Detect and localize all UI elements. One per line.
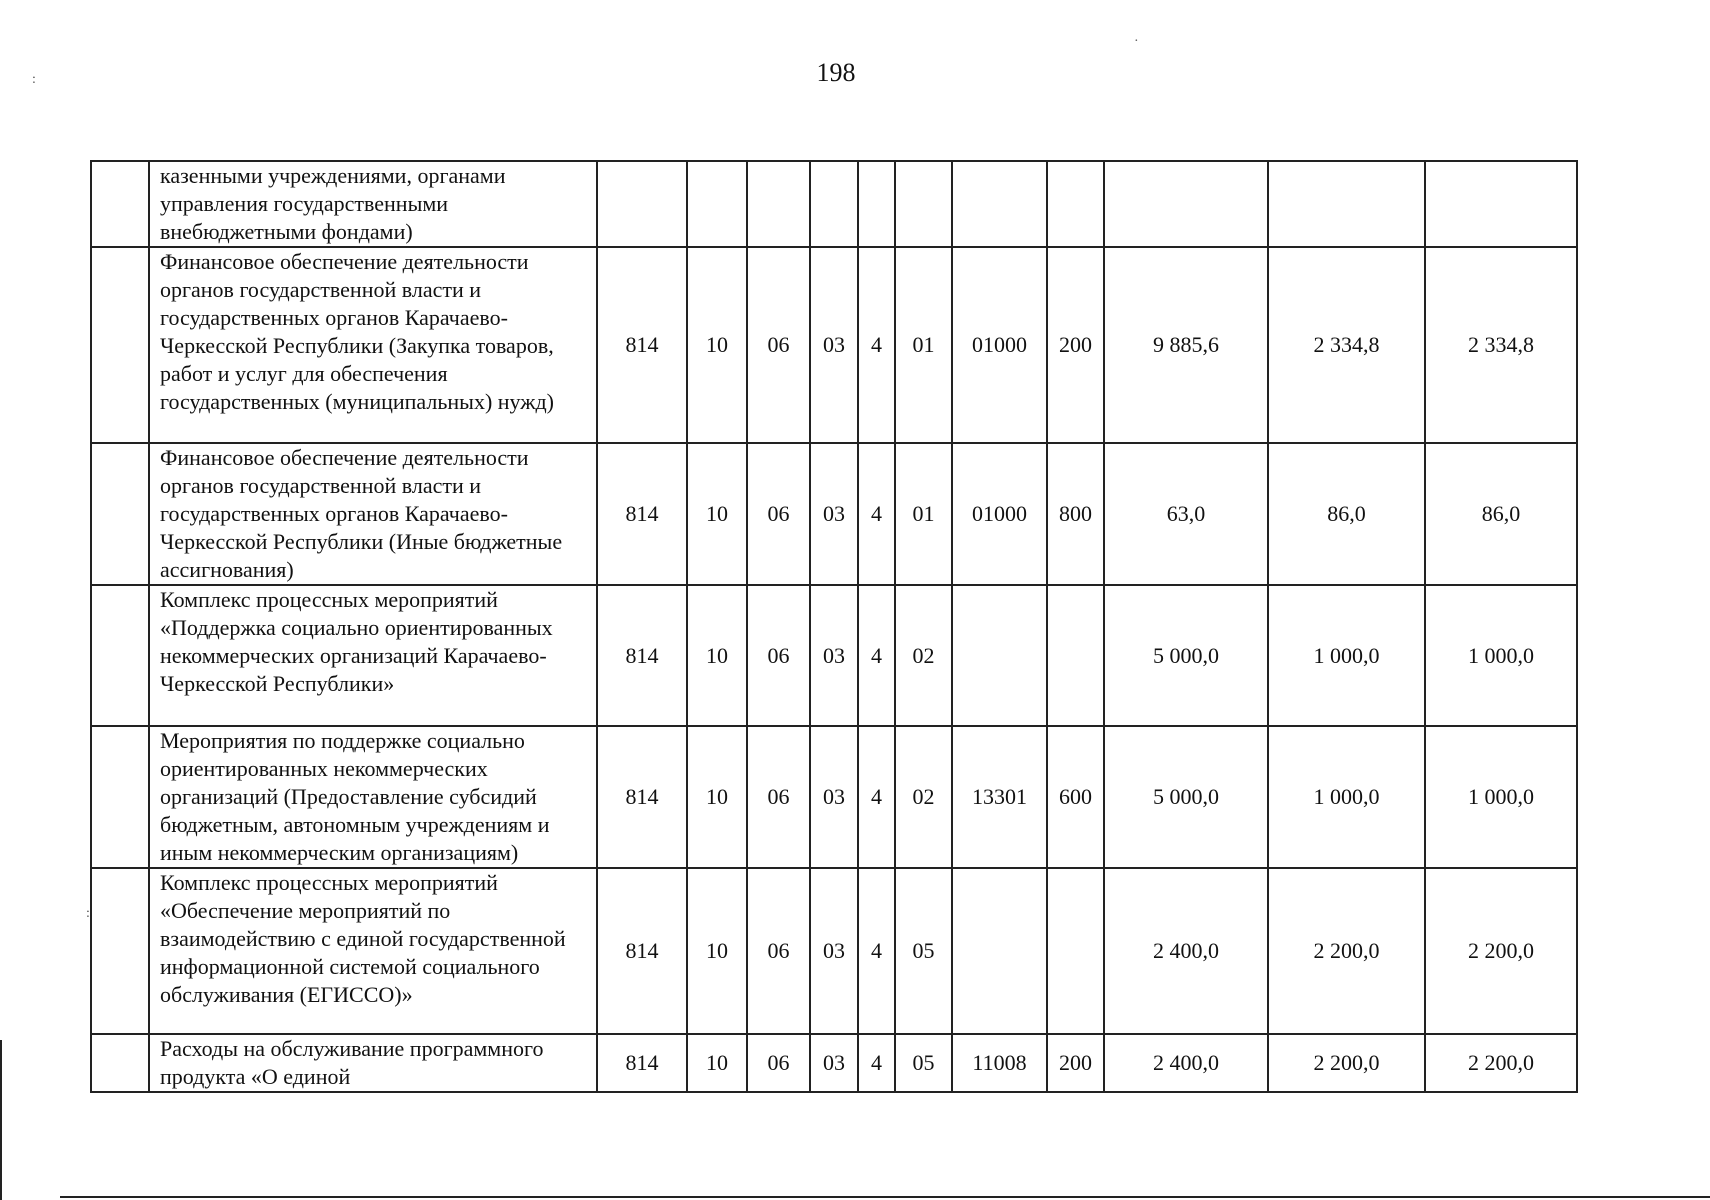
amount-cell: 2 334,8	[1268, 247, 1425, 443]
subprogram-cell: 05	[895, 1034, 952, 1092]
table-row	[91, 161, 1577, 247]
direction-cell: 01000	[952, 247, 1047, 443]
subprogram-type-cell: 4	[858, 1034, 895, 1092]
row-number-cell	[91, 1034, 149, 1092]
amount-cell: 86,0	[1425, 443, 1577, 585]
scan-speck: :	[86, 906, 90, 921]
program-cell: 03	[810, 1034, 858, 1092]
direction-cell	[952, 585, 1047, 726]
section-cell: 10	[687, 868, 747, 1034]
expense-type-cell: 200	[1047, 247, 1104, 443]
subsection-cell: 06	[747, 726, 810, 868]
ministry-code-cell: 814	[597, 726, 687, 868]
row-number-cell	[91, 161, 149, 247]
program-cell: 03	[810, 726, 858, 868]
subprogram-type-cell	[858, 161, 895, 247]
scan-speck: ·	[1134, 34, 1139, 49]
row-number-cell	[91, 868, 149, 1034]
table-row	[91, 585, 1577, 726]
subprogram-cell: 02	[895, 726, 952, 868]
program-cell	[810, 161, 858, 247]
subsection-cell	[747, 161, 810, 247]
direction-cell: 11008	[952, 1034, 1047, 1092]
direction-cell	[952, 161, 1047, 247]
scan-speck: :	[32, 72, 36, 87]
table-row	[91, 726, 1577, 868]
direction-cell	[952, 868, 1047, 1034]
program-cell: 03	[810, 868, 858, 1034]
subprogram-cell: 01	[895, 443, 952, 585]
ministry-code-cell: 814	[597, 443, 687, 585]
row-number-cell	[91, 443, 149, 585]
scan-edge-line	[0, 1040, 2, 1200]
ministry-code-cell	[597, 161, 687, 247]
description-cell: Расходы на обслуживание программного продукта «О единой	[149, 1034, 597, 1092]
description-cell: Комплекс процессных мероприятий «Обеспечение мероприятий по взаимодействию с единой государственной информационной системой социального обслуживания (ЕГИССО)»	[149, 868, 597, 1034]
table-row	[91, 443, 1577, 585]
amount-cell	[1425, 161, 1577, 247]
subsection-cell: 06	[747, 443, 810, 585]
subsection-cell: 06	[747, 868, 810, 1034]
section-cell: 10	[687, 1034, 747, 1092]
subprogram-type-cell: 4	[858, 585, 895, 726]
ministry-code-cell: 814	[597, 247, 687, 443]
subprogram-type-cell: 4	[858, 726, 895, 868]
description-cell: Финансовое обеспечение деятельности органов государственной власти и государственных органов Карачаево-Черкесской Республики (Иные бюджетные ассигнования)	[149, 443, 597, 585]
program-cell: 03	[810, 443, 858, 585]
direction-cell: 01000	[952, 443, 1047, 585]
subprogram-type-cell: 4	[858, 868, 895, 1034]
subprogram-type-cell: 4	[858, 443, 895, 585]
program-cell: 03	[810, 585, 858, 726]
table-row	[91, 247, 1577, 443]
amount-cell: 5 000,0	[1104, 726, 1268, 868]
program-cell: 03	[810, 247, 858, 443]
expense-type-cell	[1047, 868, 1104, 1034]
table-row	[91, 868, 1577, 1034]
amount-cell: 9 885,6	[1104, 247, 1268, 443]
ministry-code-cell: 814	[597, 868, 687, 1034]
expense-type-cell	[1047, 585, 1104, 726]
ministry-code-cell: 814	[597, 1034, 687, 1092]
amount-cell: 2 200,0	[1268, 1034, 1425, 1092]
budget-table	[90, 160, 1578, 1093]
row-number-cell	[91, 247, 149, 443]
amount-cell: 1 000,0	[1425, 585, 1577, 726]
subprogram-cell: 01	[895, 247, 952, 443]
expense-type-cell: 600	[1047, 726, 1104, 868]
section-cell: 10	[687, 726, 747, 868]
description-cell: Мероприятия по поддержке социально ориентированных некоммерческих организаций (Предоставление субсидий бюджетным, автономным учреждениям и иным некоммерческим организациям)	[149, 726, 597, 868]
subprogram-cell	[895, 161, 952, 247]
subprogram-cell: 02	[895, 585, 952, 726]
amount-cell: 2 400,0	[1104, 868, 1268, 1034]
row-number-cell	[91, 585, 149, 726]
table-row	[91, 1034, 1577, 1092]
scan-bottom-line	[60, 1196, 1710, 1198]
amount-cell: 5 000,0	[1104, 585, 1268, 726]
amount-cell: 1 000,0	[1268, 726, 1425, 868]
amount-cell: 2 400,0	[1104, 1034, 1268, 1092]
amount-cell: 86,0	[1268, 443, 1425, 585]
subprogram-cell: 05	[895, 868, 952, 1034]
section-cell: 10	[687, 247, 747, 443]
section-cell: 10	[687, 585, 747, 726]
description-cell: казенными учреждениями, органами управления государственными внебюджетными фондами)	[149, 161, 597, 247]
amount-cell: 2 200,0	[1268, 868, 1425, 1034]
amount-cell: 63,0	[1104, 443, 1268, 585]
amount-cell	[1104, 161, 1268, 247]
amount-cell: 1 000,0	[1268, 585, 1425, 726]
section-cell	[687, 161, 747, 247]
expense-type-cell: 800	[1047, 443, 1104, 585]
page-number: 198	[816, 58, 856, 87]
amount-cell: 2 200,0	[1425, 868, 1577, 1034]
direction-cell: 13301	[952, 726, 1047, 868]
amount-cell: 2 334,8	[1425, 247, 1577, 443]
subsection-cell: 06	[747, 247, 810, 443]
amount-cell	[1268, 161, 1425, 247]
expense-type-cell	[1047, 161, 1104, 247]
subsection-cell: 06	[747, 585, 810, 726]
amount-cell: 2 200,0	[1425, 1034, 1577, 1092]
amount-cell: 1 000,0	[1425, 726, 1577, 868]
expense-type-cell: 200	[1047, 1034, 1104, 1092]
section-cell: 10	[687, 443, 747, 585]
description-cell: Финансовое обеспечение деятельности органов государственной власти и государственных органов Карачаево-Черкесской Республики (Закупка товаров, работ и услуг для обеспечения государственных (муниципальных) нужд)	[149, 247, 597, 443]
subsection-cell: 06	[747, 1034, 810, 1092]
ministry-code-cell: 814	[597, 585, 687, 726]
subprogram-type-cell: 4	[858, 247, 895, 443]
row-number-cell	[91, 726, 149, 868]
description-cell: Комплекс процессных мероприятий «Поддержка социально ориентированных некоммерческих организаций Карачаево-Черкесской Республики»	[149, 585, 597, 726]
